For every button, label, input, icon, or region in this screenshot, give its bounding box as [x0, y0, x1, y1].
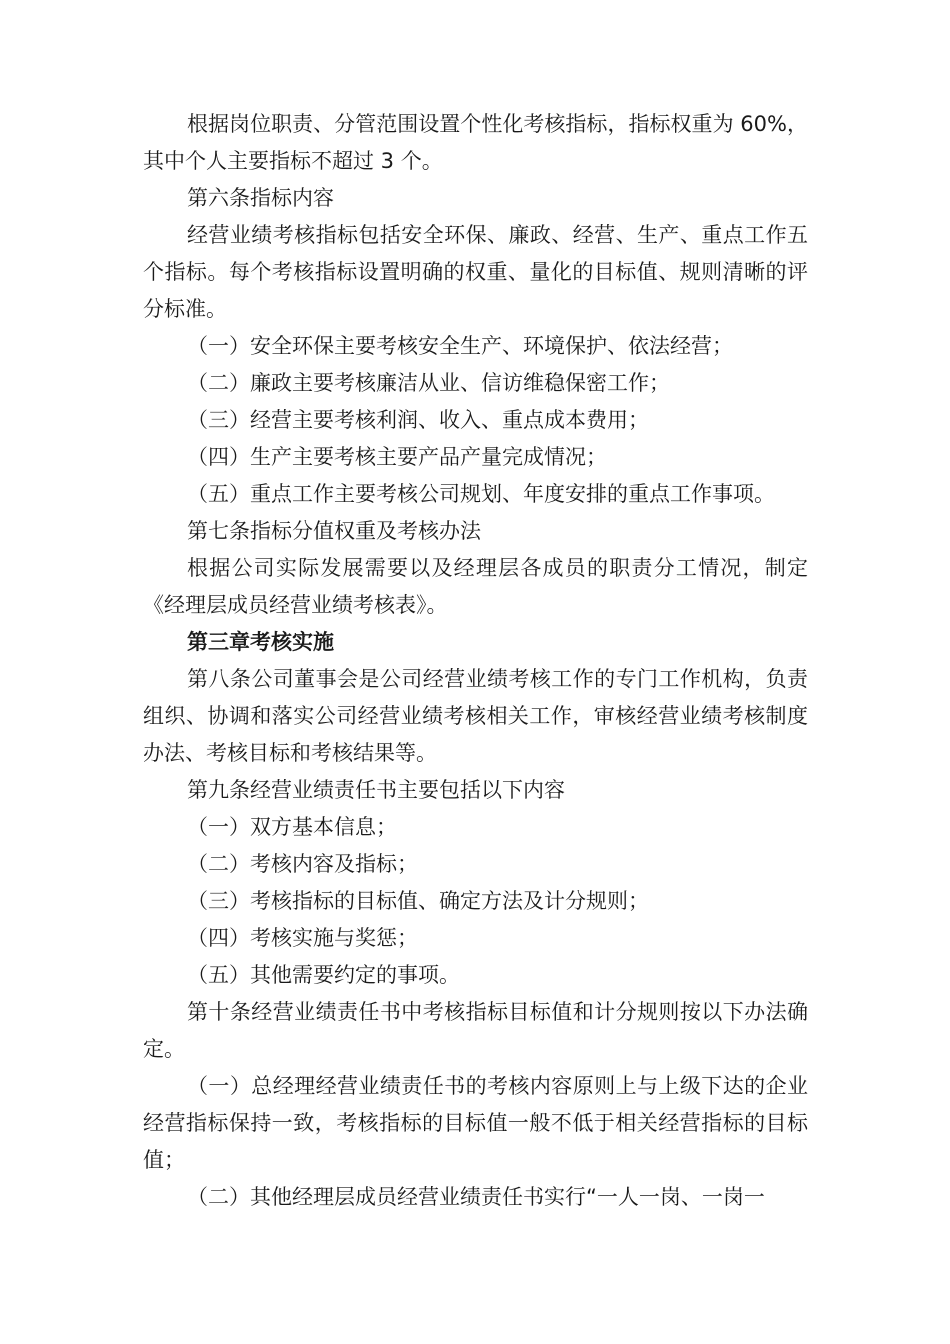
chapter-3-heading: 第三章考核实施 [187, 630, 334, 654]
list-item-general-manager: （一）总经理经营业绩责任书的考核内容原则上与上级下达的企业经营指标保持一致，考核指标的目标值一般不低于相关经营指标的目标值； [143, 1074, 808, 1172]
paragraph-indicator-scope: 经营业绩考核指标包括安全环保、廉政、经营、生产、重点工作五个指标。每个考核指标设置明确的权重、量化的目标值、规则清晰的评分标准。 [143, 223, 808, 321]
list-item-target-rules: （三）考核指标的目标值、确定方法及计分规则； [187, 889, 649, 913]
list-item-production: （四）生产主要考核主要产品产量完成情况； [187, 445, 607, 469]
paragraph-assessment-table: 根据公司实际发展需要以及经理层各成员的职责分工情况，制定《经理层成员经营业绩考核表》。 [143, 556, 808, 617]
list-item-safety: （一）安全环保主要考核安全生产、环境保护、依法经营； [187, 334, 733, 358]
list-item-basic-info: （一）双方基本信息； [187, 815, 397, 839]
list-item-operations: （三）经营主要考核利润、收入、重点成本费用； [187, 408, 649, 432]
article-8-paragraph: 第八条公司董事会是公司经营业绩考核工作的专门工作机构，负责组织、协调和落实公司经营业绩考核相关工作，审核经营业绩考核制度办法、考核目标和考核结果等。 [143, 667, 808, 765]
paragraph-indicator-weight: 根据岗位职责、分管范围设置个性化考核指标，指标权重为 60%，其中个人主要指标不超过 3 个。 [143, 112, 808, 173]
article-9-title: 第九条经营业绩责任书主要包括以下内容 [187, 778, 565, 802]
list-item-key-work: （五）重点工作主要考核公司规划、年度安排的重点工作事项。 [187, 482, 775, 506]
list-item-other-members: （二）其他经理层成员经营业绩责任书实行“一人一岗、一岗一 [187, 1185, 765, 1209]
document-body [143, 106, 808, 1216]
list-item-integrity: （二）廉政主要考核廉洁从业、信访维稳保密工作； [187, 371, 670, 395]
article-10-paragraph: 第十条经营业绩责任书中考核指标目标值和计分规则按以下办法确定。 [143, 1000, 808, 1061]
list-item-content-indicators: （二）考核内容及指标； [187, 852, 418, 876]
list-item-other-matters: （五）其他需要约定的事项。 [187, 963, 460, 987]
list-item-rewards: （四）考核实施与奖惩； [187, 926, 418, 950]
article-6-title: 第六条指标内容 [187, 186, 334, 210]
article-7-title: 第七条指标分值权重及考核办法 [187, 519, 481, 543]
